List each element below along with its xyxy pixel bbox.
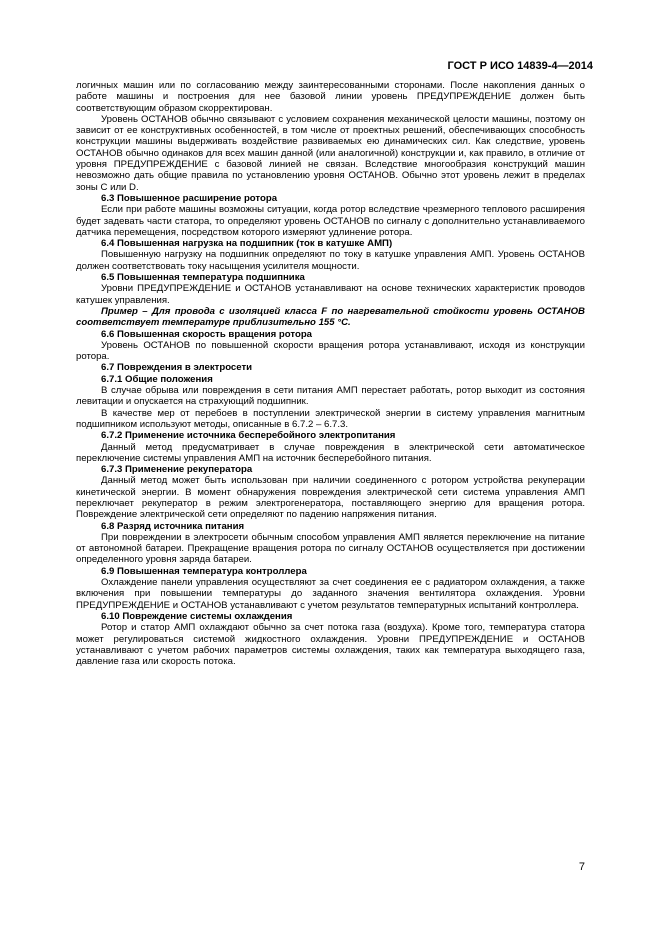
paragraph: Повышенную нагрузку на подшипник определяют по току в катушке управления АМП. Уровень ОСТАНОВ должен соответствовать току насыщения усилителя мощности. — [76, 249, 585, 272]
section-heading: 6.6 Повышенная скорость вращения ротора — [101, 328, 313, 340]
paragraph: Данный метод может быть использован при наличии соединенного с ротором устройства рекуперации кинетической энергии. В момент обнаружения повреждения электрической сети система управления АМП переключает рекуператор в режим электрогенератора, поставляющего энергию для вращения ротора. Повреждение электрической сети определяют по падению напряжения питания. — [76, 475, 585, 521]
page-number: 7 — [578, 861, 585, 873]
section-heading: 6.5 Повышенная температура подшипника — [101, 272, 305, 284]
example-note: Пример – Для провода с изоляцией класса F по нагревательной стойкости уровень ОСТАНОВ соответствует температуре приблизительно 155 °С. — [76, 305, 585, 329]
standard-header: ГОСТ Р ИСО 14839-4—2014 — [447, 60, 593, 72]
section-heading: 6.7.3 Применение рекуператора — [101, 464, 253, 476]
paragraph: Ротор и статор АМП охлаждают обычно за счет потока газа (воздуха). Кроме того, температура статора может регулироваться системой жидкостного охлаждения. Уровни ПРЕДУПРЕЖДЕНИЕ и ОСТАНОВ устанавливают с учетом рабочих параметров системы охлаждения, таких как температура выходящего газа, давление газа или скорость потока. — [76, 622, 585, 668]
section-heading: 6.9 Повышенная температура контроллера — [101, 565, 307, 577]
section-heading: 6.4 Повышенная нагрузка на подшипник (ток в катушке АМП) — [101, 238, 393, 250]
section-heading: 6.7.1 Общие положения — [101, 373, 213, 385]
paragraph: Уровень ОСТАНОВ обычно связывают с условием сохранения механической целости машины, поэтому он зависит от ее конструктивных особенностей, в том числе от проектных решений, обеспечивающих способность конструкции машины выдерживать воздействие развиваемых ею динамических сил. Как следствие, уровень ОСТАНОВ обычно одинаков для всех машин данной (или аналогичной) конструкции и, как правило, в отличие от уровня ПРЕДУПРЕЖДЕНИЕ с базовой линией не связан. Вследствие многообразия конструкций машин невозможно дать общие правила по установлению уровня ОСТАНОВ. Обычно этот уровень лежит в пределах зоны С или D. — [76, 113, 585, 193]
paragraph: Уровни ПРЕДУПРЕЖДЕНИЕ и ОСТАНОВ устанавливают на основе технических характеристик проводов катушек управления. — [76, 283, 585, 306]
paragraph: Уровень ОСТАНОВ по повышенной скорости вращения ротора устанавливают, исходя из конструкции ротора. — [76, 339, 585, 363]
paragraph: Данный метод предусматривает в случае повреждения в электрической сети автоматическое переключение системы управления АМП на источник бесперебойного питания. — [76, 441, 585, 464]
document-body — [76, 80, 585, 667]
paragraph: В качестве мер от перебоев в поступлении электрической энергии в систему управления магнитным подшипником используют методы, описанные в 6.7.2 – 6.7.3. — [76, 407, 585, 430]
paragraph: В случае обрыва или повреждения в сети питания АМП перестает работать, ротор выходит из состояния левитации и опускается на страхующий подшипник. — [76, 385, 585, 408]
section-heading: 6.7 Повреждения в электросети — [101, 362, 253, 374]
section-heading: 6.3 Повышенное расширение ротора — [101, 192, 278, 204]
section-heading: 6.10 Повреждение системы охлаждения — [101, 610, 293, 622]
paragraph: Охлаждение панели управления осуществляют за счет соединения ее с радиатором охлаждения, а также включения при повышении температуры до заданного значения вентилятора охлаждения. Уровни ПРЕДУПРЕЖДЕНИЕ и ОСТАНОВ устанавливают с учетом результатов температурных испытаний контроллера. — [76, 577, 585, 611]
paragraph: Если при работе машины возможны ситуации, когда ротор вследствие чрезмерного теплового расширения будет задевать части статора, то определяют уровень ОСТАНОВ по сигналу с дополнительно устанавливаемого датчика перемещения, посредством которого измеряют удлинение ротора. — [76, 204, 585, 238]
paragraph: логичных машин или по согласованию между заинтересованными сторонами. После накопления данных о работе машины и построения для нее базовой линии уровень ПРЕДУПРЕЖДЕНИЕ должен быть соответствующим образом скорректирован. — [76, 80, 585, 114]
section-heading: 6.7.2 Применение источника бесперебойного электропитания — [101, 430, 396, 442]
section-heading: 6.8 Разряд источника питания — [101, 520, 245, 532]
paragraph: При повреждении в электросети обычным способом управления АМП является переключение на питание от автономной батареи. Прекращение вращения ротора по сигналу ОСТАНОВ осуществляется при достижении определенного уровня заряда батареи. — [76, 531, 585, 566]
